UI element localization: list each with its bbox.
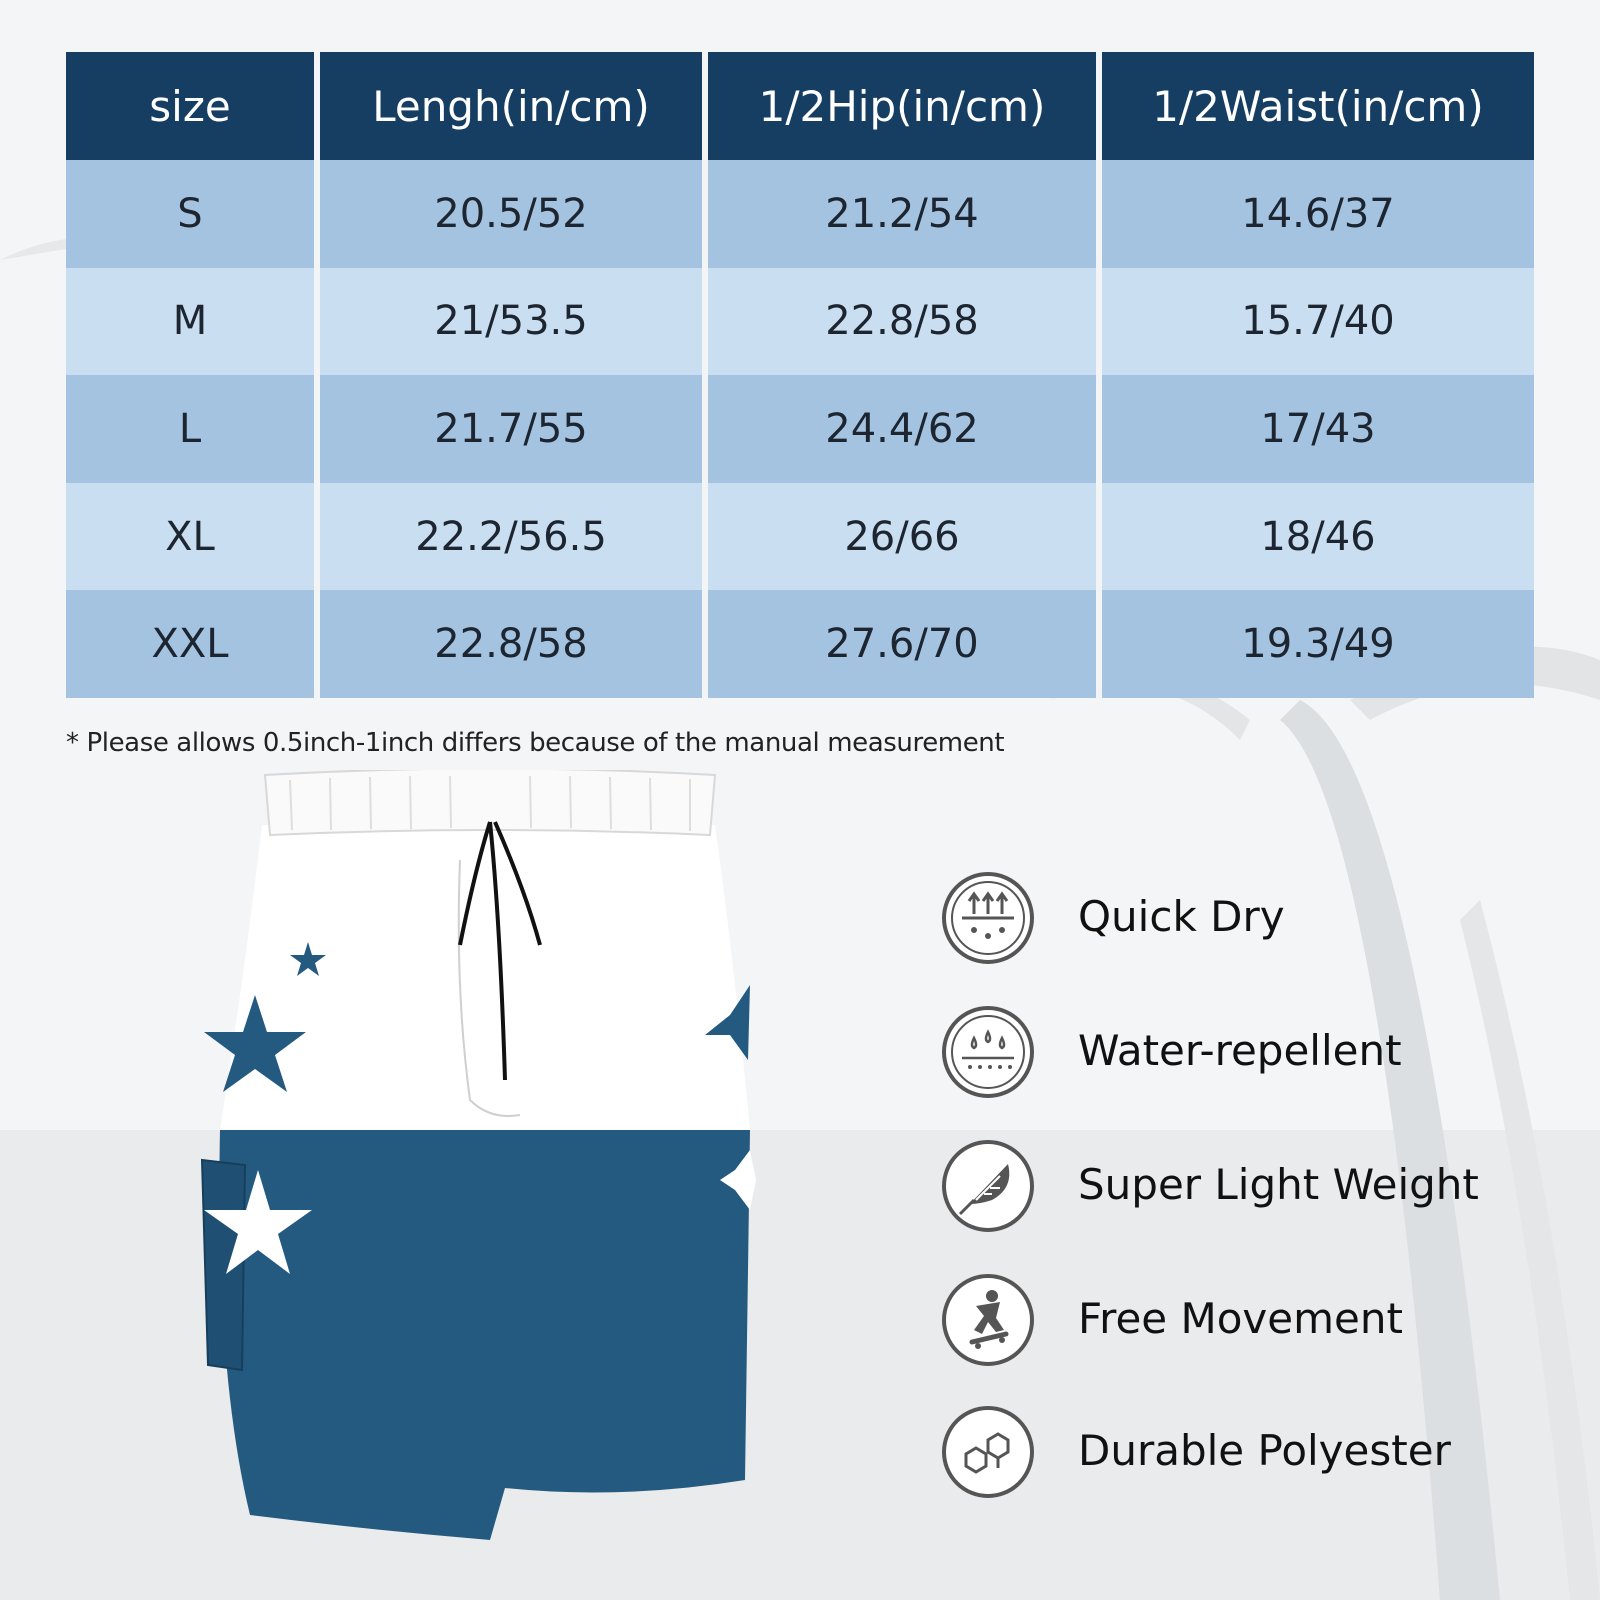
skater-icon [940,1272,1036,1368]
feature-super-light-weight [940,1138,1560,1238]
water-repellent-icon [940,1004,1036,1100]
cell-size: XXL [66,590,320,698]
feature-label: Water-repellent [1078,1026,1402,1075]
feature-label: Free Movement [1078,1294,1403,1343]
header-half-hip: 1/2Hip(in/cm) [708,52,1102,160]
cell-length: 22.2/56.5 [320,483,708,591]
feature-quick-dry [940,870,1560,970]
header-size: size [66,52,320,160]
cell-length: 21/53.5 [320,268,708,376]
table-row [66,160,1534,268]
measurement-note: * Please allows 0.5inch-1inch differs because of the manual measurement [66,728,1005,758]
cell-length: 20.5/52 [320,160,708,268]
cell-half-hip: 26/66 [708,483,1102,591]
cell-length: 22.8/58 [320,590,708,698]
feature-water-repellent [940,1004,1560,1104]
table-row [66,268,1534,376]
cell-size: M [66,268,320,376]
cell-size: XL [66,483,320,591]
cell-half-waist: 19.3/49 [1102,590,1534,698]
header-half-waist: 1/2Waist(in/cm) [1102,52,1534,160]
feature-label: Durable Polyester [1078,1426,1451,1475]
cell-half-hip: 22.8/58 [708,268,1102,376]
cell-half-waist: 17/43 [1102,375,1534,483]
cell-half-waist: 14.6/37 [1102,160,1534,268]
cell-half-hip: 21.2/54 [708,160,1102,268]
table-row [66,483,1534,591]
feature-label: Super Light Weight [1078,1160,1479,1209]
size-chart-table [66,52,1534,698]
header-length: Lengh(in/cm) [320,52,708,160]
table-row [66,375,1534,483]
table-row [66,590,1534,698]
cell-half-waist: 15.7/40 [1102,268,1534,376]
cell-length: 21.7/55 [320,375,708,483]
feature-label: Quick Dry [1078,892,1285,941]
feature-free-movement [940,1272,1560,1372]
cell-size: L [66,375,320,483]
board-shorts-image [190,770,770,1578]
cell-size: S [66,160,320,268]
cell-half-hip: 24.4/62 [708,375,1102,483]
hexagon-molecule-icon [940,1404,1036,1500]
feather-icon [940,1138,1036,1234]
cell-half-hip: 27.6/70 [708,590,1102,698]
quick-dry-icon [940,870,1036,966]
cell-half-waist: 18/46 [1102,483,1534,591]
feature-durable-polyester [940,1404,1560,1504]
table-header-row [66,52,1534,160]
